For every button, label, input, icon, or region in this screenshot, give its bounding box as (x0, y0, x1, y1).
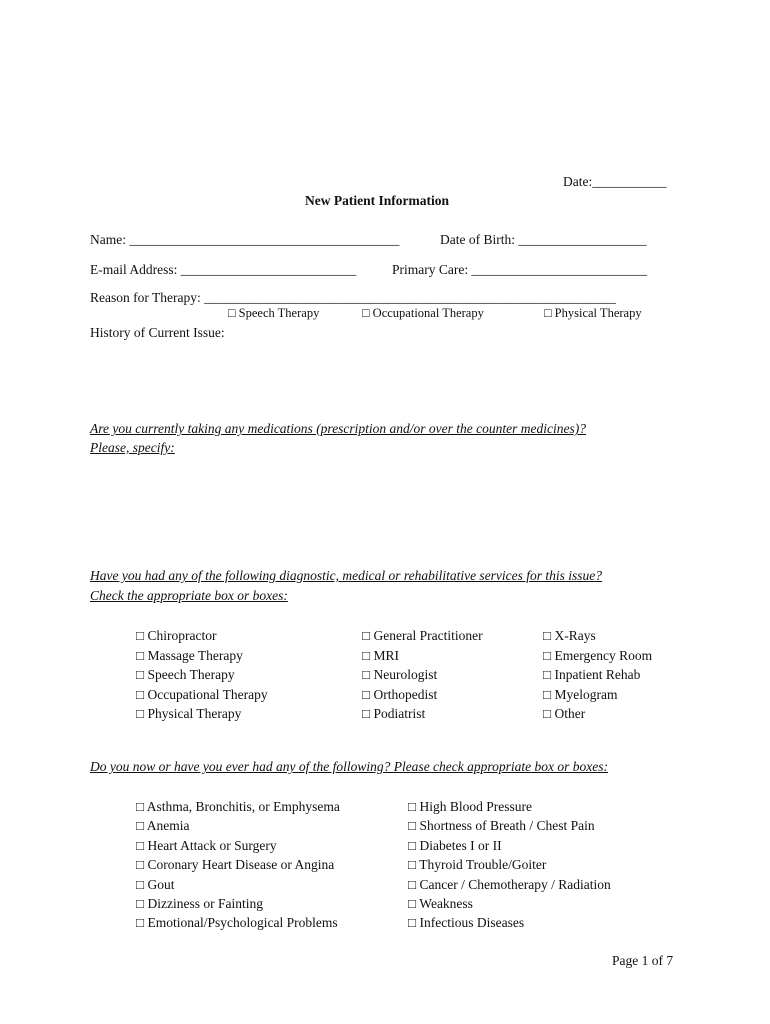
services-instruction: Check the appropriate box or boxes: (90, 588, 288, 603)
condition-anemia[interactable]: □ Anemia (136, 818, 190, 834)
condition-high-blood-pressure[interactable]: □ High Blood Pressure (408, 799, 533, 814)
therapy-option-physical[interactable]: □ Physical Therapy (544, 306, 642, 320)
email-field[interactable]: E-mail Address: __________________________ (90, 262, 357, 277)
name-field[interactable]: Name: ________________________________________ (90, 232, 400, 247)
service-mri[interactable]: □ MRI (362, 647, 400, 663)
condition-gout[interactable]: □ Gout (136, 876, 175, 892)
condition-cancer[interactable]: □ Cancer / Chemotherapy / Radiation (408, 876, 611, 892)
services-col-2 (362, 626, 483, 724)
condition-asthma[interactable]: □ Asthma, Bronchitis, or Emphysema (136, 799, 340, 814)
condition-infectious[interactable]: □ Infectious Diseases (408, 915, 525, 931)
primary-care-field[interactable]: Primary Care: __________________________ (392, 262, 647, 277)
medications-specify: Please, specify: (90, 440, 175, 455)
service-podiatrist[interactable]: □ Podiatrist (362, 706, 426, 721)
condition-heart-attack[interactable]: □ Heart Attack or Surgery (136, 837, 277, 853)
service-x-rays[interactable]: □ X-Rays (543, 628, 596, 643)
service-general-practitioner[interactable]: □ General Practitioner (362, 628, 483, 643)
reason-field[interactable]: Reason for Therapy: _____________________________________________________________ (90, 290, 616, 305)
service-physical-therapy[interactable]: □ Physical Therapy (136, 706, 242, 721)
service-other[interactable]: □ Other (543, 706, 586, 721)
condition-shortness-of-breath[interactable]: □ Shortness of Breath / Chest Pain (408, 818, 595, 834)
service-orthopedist[interactable]: □ Orthopedist (362, 686, 438, 702)
condition-thyroid[interactable]: □ Thyroid Trouble/Goiter (408, 857, 547, 873)
service-chiropractor[interactable]: □ Chiropractor (136, 628, 217, 643)
condition-dizziness[interactable]: □ Dizziness or Fainting (136, 896, 264, 912)
condition-emotional[interactable]: □ Emotional/Psychological Problems (136, 915, 338, 931)
page-number: Page 1 of 7 (612, 953, 674, 968)
therapy-option-speech[interactable]: □ Speech Therapy (228, 306, 320, 320)
service-speech-therapy[interactable]: □ Speech Therapy (136, 667, 235, 682)
services-col-1 (136, 626, 268, 724)
service-inpatient-rehab[interactable]: □ Inpatient Rehab (543, 667, 641, 682)
history-label: History of Current Issue: (90, 325, 225, 340)
services-question: Have you had any of the following diagnostic, medical or rehabilitative services for this issue? (90, 568, 603, 583)
page-title: New Patient Information (305, 193, 449, 208)
service-emergency-room[interactable]: □ Emergency Room (543, 647, 653, 663)
medications-question: Are you currently taking any medications (prescription and/or over the counter medicines)? (90, 421, 587, 436)
condition-coronary[interactable]: □ Coronary Heart Disease or Angina (136, 857, 335, 873)
conditions-question: Do you now or have you ever had any of the following? Please check appropriate box or boxes: (90, 759, 609, 774)
service-occupational-therapy[interactable]: □ Occupational Therapy (136, 686, 268, 702)
therapy-option-occupational[interactable]: □ Occupational Therapy (362, 306, 484, 320)
services-col-3 (543, 626, 652, 724)
service-massage-therapy[interactable]: □ Massage Therapy (136, 647, 243, 663)
conditions-col-2 (408, 797, 611, 933)
condition-diabetes[interactable]: □ Diabetes I or II (408, 837, 502, 853)
service-neurologist[interactable]: □ Neurologist (362, 667, 438, 682)
condition-weakness[interactable]: □ Weakness (408, 896, 473, 912)
date-field[interactable]: Date:___________ (563, 174, 667, 189)
conditions-col-1 (136, 797, 340, 933)
service-myelogram[interactable]: □ Myelogram (543, 686, 618, 702)
dob-field[interactable]: Date of Birth: ___________________ (440, 232, 647, 247)
